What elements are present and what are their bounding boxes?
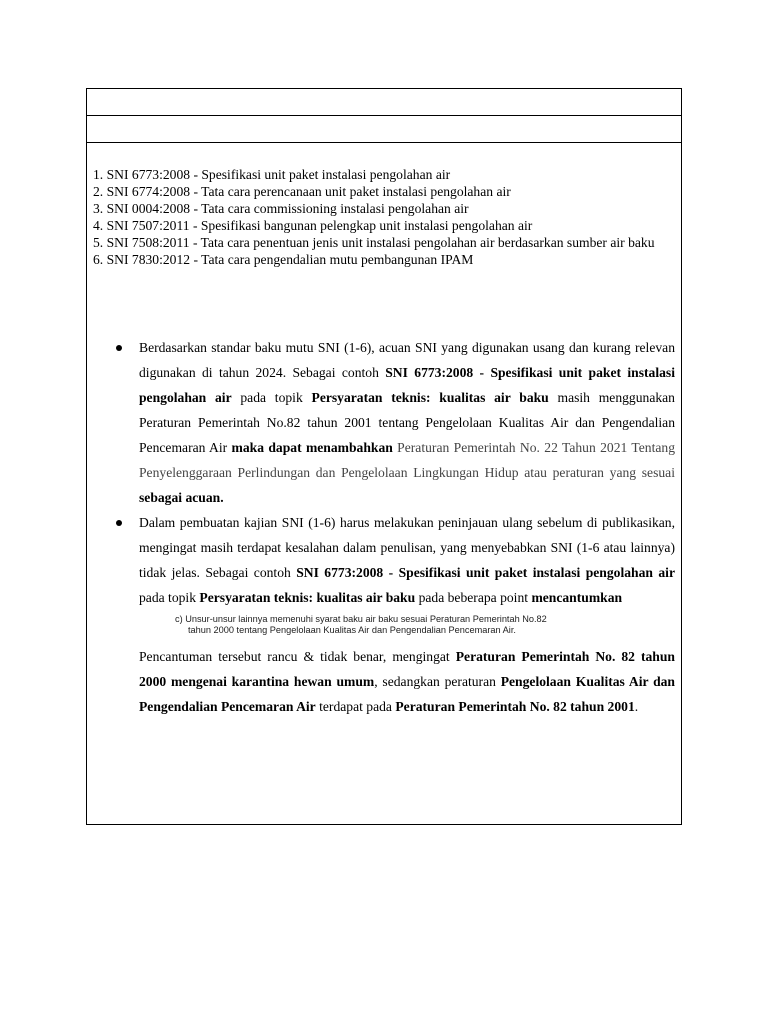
note-text: masih menggunakan Peraturan Pemerintah No.82 tahun 2001 tentang Pengelolaan Kualitas Air dan Pengendalian Pencemaran Air: [139, 390, 675, 455]
note-text: terdapat pada: [315, 699, 396, 714]
note-bold-text: SNI 6773:2008 - Spesifikasi unit paket instalasi pengolahan air: [296, 565, 675, 580]
reference-item: 1. SNI 6773:2008 - Spesifikasi unit paket instalasi pengolahan air: [93, 167, 451, 182]
bullet-icon: [116, 345, 122, 351]
note-text: , sedangkan peraturan: [374, 674, 501, 689]
note-text: Dalam pembuatan kajian SNI (1-6) harus melakukan peninjauan ulang sebelum di publikasikan, mengingat masih terdapat kesalahan dalam penulisan, yang menyebabkan SNI (1-6 atau lainnya) tidak jelas. Sebagai contoh: [139, 515, 675, 580]
note-text: Peraturan Pemerintah No. 22 Tahun 2021 Tentang Penyelenggaraan Perlindungan dan Pengelolaan Lingkungan Hidup atau peraturan yang sesuai: [139, 440, 676, 480]
note-text: Pencantuman tersebut rancu & tidak benar, mengingat: [139, 649, 456, 664]
table-frame: [86, 88, 682, 825]
review-notes-list: [113, 335, 675, 719]
note-bold-text: Persyaratan teknis: kualitas air baku: [311, 390, 549, 405]
sni-reference-list: [93, 166, 675, 268]
quoted-excerpt: [175, 614, 675, 636]
quote-line: c) Unsur-unsur lainnya memenuhi syarat baku air baku sesuai Peraturan Pemerintah No.82: [175, 614, 547, 624]
note-bold-text: SNI 6773:2008 - Spesifikasi unit paket instalasi pengolahan air: [139, 365, 675, 405]
reference-item: 3. SNI 0004:2008 - Tata cara commissioning instalasi pengolahan air: [93, 201, 469, 216]
bullet-icon: [116, 520, 122, 526]
note-bold-text: Peraturan Pemerintah No. 82 tahun 2001: [395, 699, 635, 714]
quote-line: tahun 2000 tentang Pengelolaan Kualitas Air dan Pengendalian Pencemaran Air.: [188, 625, 516, 635]
note-bold-text: Persyaratan teknis: kualitas air baku: [199, 590, 416, 605]
reference-item: 5. SNI 7508:2011 - Tata cara penentuan jenis unit instalasi pengolahan air berdasarkan sumber air baku: [93, 235, 655, 250]
note-text: pada topik: [231, 390, 312, 405]
reference-item: 4. SNI 7507:2011 - Spesifikasi bangunan pelengkap unit instalasi pengolahan air: [93, 218, 533, 233]
reference-item: 6. SNI 7830:2012 - Tata cara pengendalian mutu pembangunan IPAM: [93, 252, 474, 267]
reference-item: 2. SNI 6774:2008 - Tata cara perencanaan unit paket instalasi pengolahan air: [93, 184, 511, 199]
note-bold-text: Peraturan Pemerintah No. 82 tahun 2000 mengenai karantina hewan umum: [139, 649, 675, 689]
note-bold-text: maka dapat menambahkan: [231, 440, 393, 455]
note-text: Berdasarkan standar baku mutu SNI (1-6), acuan SNI yang digunakan usang dan kurang relevan digunakan di tahun 2024. Sebagai contoh: [139, 340, 675, 380]
review-note-followup: [113, 644, 675, 719]
note-text: .: [634, 699, 639, 714]
table-row-divider: [87, 115, 681, 116]
review-note-outdated-reference: [113, 335, 675, 510]
note-bold-text: Pengelolaan Kualitas Air dan Pengendalian Pencemaran Air: [139, 674, 675, 714]
note-text: pada beberapa point: [415, 590, 532, 605]
note-text: pada topik: [139, 590, 200, 605]
review-note-writing-error: [113, 510, 675, 636]
table-row-divider: [87, 142, 681, 143]
note-bold-text: mencantumkan: [531, 590, 623, 605]
note-bold-text: sebagai acuan.: [139, 490, 224, 505]
